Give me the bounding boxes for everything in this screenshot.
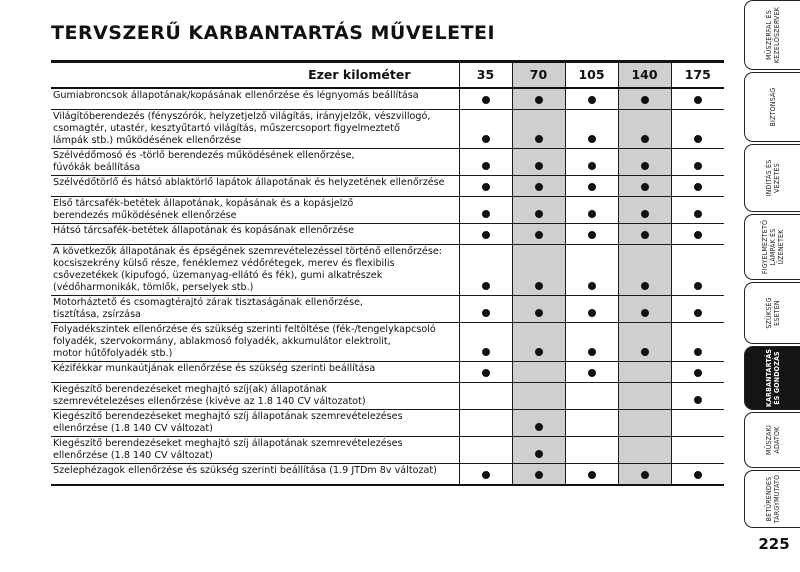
section-tab[interactable] xyxy=(744,346,800,410)
task-description-line: Szelephézagok ellenőrzése és szükség szerinti beállítása (1.9 JTDm 8v változat) xyxy=(53,464,437,476)
interval-cell xyxy=(512,223,565,244)
table-row xyxy=(51,361,724,382)
service-dot-icon xyxy=(482,231,490,239)
service-dot-icon xyxy=(482,210,490,218)
service-dot-icon xyxy=(482,96,490,104)
service-dot-icon xyxy=(535,450,543,458)
table-row xyxy=(51,295,724,322)
task-description xyxy=(51,88,459,110)
task-description xyxy=(51,223,459,244)
section-tab-label: FIGYELMEZTETŐ LÁMPÁK ÉS ÜZENETEK xyxy=(760,219,785,275)
interval-cell xyxy=(565,196,618,223)
interval-cell xyxy=(459,175,512,196)
section-tab[interactable] xyxy=(744,72,800,142)
table-header-row xyxy=(51,62,724,88)
service-dot-icon xyxy=(641,231,649,239)
page-number: 225 xyxy=(758,535,790,553)
service-dot-icon xyxy=(694,369,702,377)
service-dot-icon xyxy=(588,183,596,191)
interval-cell xyxy=(459,436,512,463)
interval-cell xyxy=(512,463,565,485)
interval-cell xyxy=(671,436,724,463)
service-dot-icon xyxy=(641,309,649,317)
service-dot-icon xyxy=(535,135,543,143)
table-row xyxy=(51,223,724,244)
service-dot-icon xyxy=(482,162,490,170)
service-dot-icon xyxy=(694,135,702,143)
interval-cell xyxy=(618,361,671,382)
service-dot-icon xyxy=(588,210,596,218)
interval-cell xyxy=(565,382,618,409)
service-dot-icon xyxy=(588,135,596,143)
section-tabs xyxy=(744,0,800,572)
interval-cell xyxy=(565,244,618,295)
task-description xyxy=(51,409,459,436)
interval-cell xyxy=(512,436,565,463)
service-dot-icon xyxy=(588,348,596,356)
service-dot-icon xyxy=(588,96,596,104)
interval-cell xyxy=(671,361,724,382)
service-dot-icon xyxy=(535,231,543,239)
task-description-line: Szélvédőmosó és -törlő berendezés működésének ellenőrzése, xyxy=(53,149,355,161)
interval-cell xyxy=(459,295,512,322)
task-description-line: ellenőrzése (1.8 140 CV változat) xyxy=(53,422,213,434)
service-dot-icon xyxy=(641,210,649,218)
table-row xyxy=(51,148,724,175)
interval-cell xyxy=(512,382,565,409)
service-dot-icon xyxy=(482,471,490,479)
interval-cell xyxy=(671,148,724,175)
service-dot-icon xyxy=(694,396,702,404)
interval-cell xyxy=(459,88,512,110)
interval-cell xyxy=(618,436,671,463)
interval-cell xyxy=(671,244,724,295)
interval-cell xyxy=(512,322,565,361)
interval-cell xyxy=(459,244,512,295)
task-description-line: Folyadékszintek ellenőrzése és szükség szerinti feltöltése (fék-/tengelykapcsoló xyxy=(53,323,436,335)
km-column-header: 175 xyxy=(671,62,724,88)
service-dot-icon xyxy=(482,183,490,191)
task-description-line: kocsiszekrény külső része, fenéklemez védőrétegek, merev és flexibilis xyxy=(53,257,395,269)
interval-cell xyxy=(565,148,618,175)
section-tab-label: MŰSZAKI ADATOK xyxy=(764,424,781,456)
service-dot-icon xyxy=(694,471,702,479)
interval-cell xyxy=(459,148,512,175)
service-dot-icon xyxy=(694,183,702,191)
interval-cell xyxy=(459,409,512,436)
table-row xyxy=(51,409,724,436)
service-dot-icon xyxy=(588,162,596,170)
interval-cell xyxy=(512,109,565,148)
km-column-header: 35 xyxy=(459,62,512,88)
task-description xyxy=(51,196,459,223)
service-dot-icon xyxy=(641,135,649,143)
interval-cell xyxy=(565,463,618,485)
section-tab-label: KARBANTARTÁS ÉS GONDOZÁS xyxy=(764,348,781,408)
interval-cell xyxy=(459,382,512,409)
service-dot-icon xyxy=(641,162,649,170)
section-tab-label: INDÍTÁS ÉS VEZETÉS xyxy=(764,159,781,197)
task-description-line: Kiegészítő berendezéseket meghajtó szíj állapotának szemrevételezéses xyxy=(53,410,403,422)
table-row xyxy=(51,382,724,409)
section-tab[interactable] xyxy=(744,282,800,344)
interval-cell xyxy=(459,463,512,485)
task-description-line: csomagtér, utastér, kesztyűtartó világítás, műszercsoport figyelmeztető xyxy=(53,122,400,134)
service-dot-icon xyxy=(694,231,702,239)
task-description-line: Első tárcsafék-betétek állapotának, kopásának és a kopásjelző xyxy=(53,197,354,209)
service-dot-icon xyxy=(694,348,702,356)
interval-cell xyxy=(618,295,671,322)
interval-cell xyxy=(618,322,671,361)
interval-cell xyxy=(512,409,565,436)
km-column-header: 70 xyxy=(512,62,565,88)
task-description-line: Kiegészítő berendezéseket meghajtó szíj(ak) állapotának xyxy=(53,383,327,395)
interval-cell xyxy=(459,109,512,148)
task-description xyxy=(51,382,459,409)
service-dot-icon xyxy=(535,423,543,431)
task-description xyxy=(51,361,459,382)
section-tab[interactable] xyxy=(744,214,800,280)
table-row xyxy=(51,88,724,110)
task-description-line: Kiegészítő berendezéseket meghajtó szíj állapotának szemrevételezéses xyxy=(53,437,403,449)
task-description xyxy=(51,175,459,196)
service-dot-icon xyxy=(641,96,649,104)
interval-cell xyxy=(671,382,724,409)
service-dot-icon xyxy=(482,282,490,290)
interval-cell xyxy=(671,322,724,361)
interval-cell xyxy=(565,223,618,244)
task-description xyxy=(51,295,459,322)
interval-cell xyxy=(618,409,671,436)
service-dot-icon xyxy=(535,96,543,104)
interval-cell xyxy=(671,223,724,244)
km-column-header: 140 xyxy=(618,62,671,88)
interval-cell xyxy=(618,88,671,110)
task-description-line: Szélvédőtörlő és hátsó ablaktörlő lapátok állapotának és helyzetének ellenőrzése xyxy=(53,176,445,188)
interval-cell xyxy=(565,436,618,463)
service-dot-icon xyxy=(535,348,543,356)
task-description xyxy=(51,148,459,175)
section-tab[interactable] xyxy=(744,144,800,212)
section-tab-label: BIZTONSÁG xyxy=(768,87,777,127)
interval-cell xyxy=(618,148,671,175)
interval-cell xyxy=(618,382,671,409)
interval-cell xyxy=(459,223,512,244)
interval-cell xyxy=(618,109,671,148)
service-dot-icon xyxy=(535,210,543,218)
interval-cell xyxy=(459,322,512,361)
service-dot-icon xyxy=(694,96,702,104)
page-title: TERVSZERŰ KARBANTARTÁS MŰVELETEI xyxy=(51,22,496,44)
section-tab-label: BETŰRENDES TÁRGYMUTATÓ xyxy=(764,474,781,524)
service-dot-icon xyxy=(588,309,596,317)
interval-cell xyxy=(671,88,724,110)
interval-cell xyxy=(671,463,724,485)
task-description-line: ellenőrzése (1.8 140 CV változat) xyxy=(53,449,213,461)
interval-cell xyxy=(512,175,565,196)
service-dot-icon xyxy=(641,183,649,191)
interval-cell xyxy=(671,175,724,196)
section-tab[interactable] xyxy=(744,470,800,528)
table-row xyxy=(51,436,724,463)
km-column-header: 105 xyxy=(565,62,618,88)
interval-cell xyxy=(565,109,618,148)
service-dot-icon xyxy=(482,348,490,356)
interval-cell xyxy=(459,196,512,223)
interval-cell xyxy=(671,109,724,148)
table-row xyxy=(51,109,724,148)
service-dot-icon xyxy=(694,282,702,290)
task-description-line: Hátsó tárcsafék-betétek állapotának és kopásának ellenőrzése xyxy=(53,224,355,236)
service-dot-icon xyxy=(641,282,649,290)
interval-cell xyxy=(671,295,724,322)
interval-cell xyxy=(618,196,671,223)
task-description-line: lámpák stb.) működésének ellenőrzése xyxy=(53,134,242,146)
service-dot-icon xyxy=(482,135,490,143)
task-description xyxy=(51,322,459,361)
task-description-line: Gumiabroncsok állapotának/kopásának ellenőrzése és légnyomás beállítása xyxy=(53,89,419,101)
task-description-line: fúvókák beállítása xyxy=(53,161,141,173)
interval-cell xyxy=(512,148,565,175)
service-dot-icon xyxy=(694,210,702,218)
interval-cell xyxy=(565,175,618,196)
interval-cell xyxy=(671,409,724,436)
task-description-line: berendezés működésének ellenőrzése xyxy=(53,209,237,221)
task-description-line: szemrevételezéses ellenőrzése (kivéve az 1.8 140 CV változatot) xyxy=(53,395,366,407)
table-row xyxy=(51,463,724,485)
interval-cell xyxy=(565,88,618,110)
section-tab[interactable] xyxy=(744,412,800,468)
interval-cell xyxy=(512,244,565,295)
km-header-label: Ezer kilométer xyxy=(51,62,459,88)
interval-cell xyxy=(671,196,724,223)
service-dot-icon xyxy=(482,309,490,317)
interval-cell xyxy=(618,463,671,485)
service-dot-icon xyxy=(588,282,596,290)
service-dot-icon xyxy=(482,369,490,377)
task-description-line: Világítóberendezés (fényszórók, helyzetjelző világítás, irányjelzők, vészvillogó, xyxy=(53,110,431,122)
service-dot-icon xyxy=(535,309,543,317)
task-description-line: tisztítása, zsírzása xyxy=(53,308,141,320)
service-dot-icon xyxy=(535,162,543,170)
task-description-line: csővezetékek (kipufogó, üzemanyag-ellátó és fék), gumi alkatrészek xyxy=(53,269,383,281)
table-row xyxy=(51,322,724,361)
task-description-line: motor hűtőfolyadék stb.) xyxy=(53,347,173,359)
interval-cell xyxy=(618,244,671,295)
task-description-line: Kézifékkar munkaútjának ellenőrzése és szükség szerinti beállítása xyxy=(53,362,376,374)
interval-cell xyxy=(565,409,618,436)
interval-cell xyxy=(459,361,512,382)
service-dot-icon xyxy=(535,282,543,290)
interval-cell xyxy=(565,361,618,382)
task-description-line: A következők állapotának és épségének szemrevételezéssel történő ellenőrzése: xyxy=(53,245,442,257)
table-row xyxy=(51,196,724,223)
interval-cell xyxy=(512,361,565,382)
service-dot-icon xyxy=(694,309,702,317)
service-dot-icon xyxy=(694,162,702,170)
section-tab-label: MŰSZERFAL ÉS KEZELŐSZERVEK xyxy=(764,6,781,64)
task-description-line: Motorháztető és csomagtérajtó zárak tisztaságának ellenőrzése, xyxy=(53,296,363,308)
maintenance-schedule-table xyxy=(51,60,724,486)
task-description xyxy=(51,436,459,463)
service-dot-icon xyxy=(535,183,543,191)
service-dot-icon xyxy=(588,231,596,239)
task-description xyxy=(51,463,459,485)
service-dot-icon xyxy=(641,471,649,479)
interval-cell xyxy=(565,322,618,361)
task-description-line: folyadék, szervokormány, ablakmosó folyadék, akkumulátor elektrolit, xyxy=(53,335,391,347)
service-dot-icon xyxy=(588,471,596,479)
interval-cell xyxy=(512,88,565,110)
table-row xyxy=(51,175,724,196)
interval-cell xyxy=(512,295,565,322)
service-dot-icon xyxy=(588,369,596,377)
task-description xyxy=(51,109,459,148)
interval-cell xyxy=(618,223,671,244)
interval-cell xyxy=(565,295,618,322)
task-description-line: (védőharmonikák, tömlők, perselyek stb.) xyxy=(53,281,254,293)
table-row xyxy=(51,244,724,295)
service-dot-icon xyxy=(535,471,543,479)
section-tab-label: SZÜKSÉG ESETÉN xyxy=(764,297,781,329)
section-tab[interactable] xyxy=(744,0,800,70)
task-description xyxy=(51,244,459,295)
interval-cell xyxy=(618,175,671,196)
service-dot-icon xyxy=(641,348,649,356)
interval-cell xyxy=(512,196,565,223)
